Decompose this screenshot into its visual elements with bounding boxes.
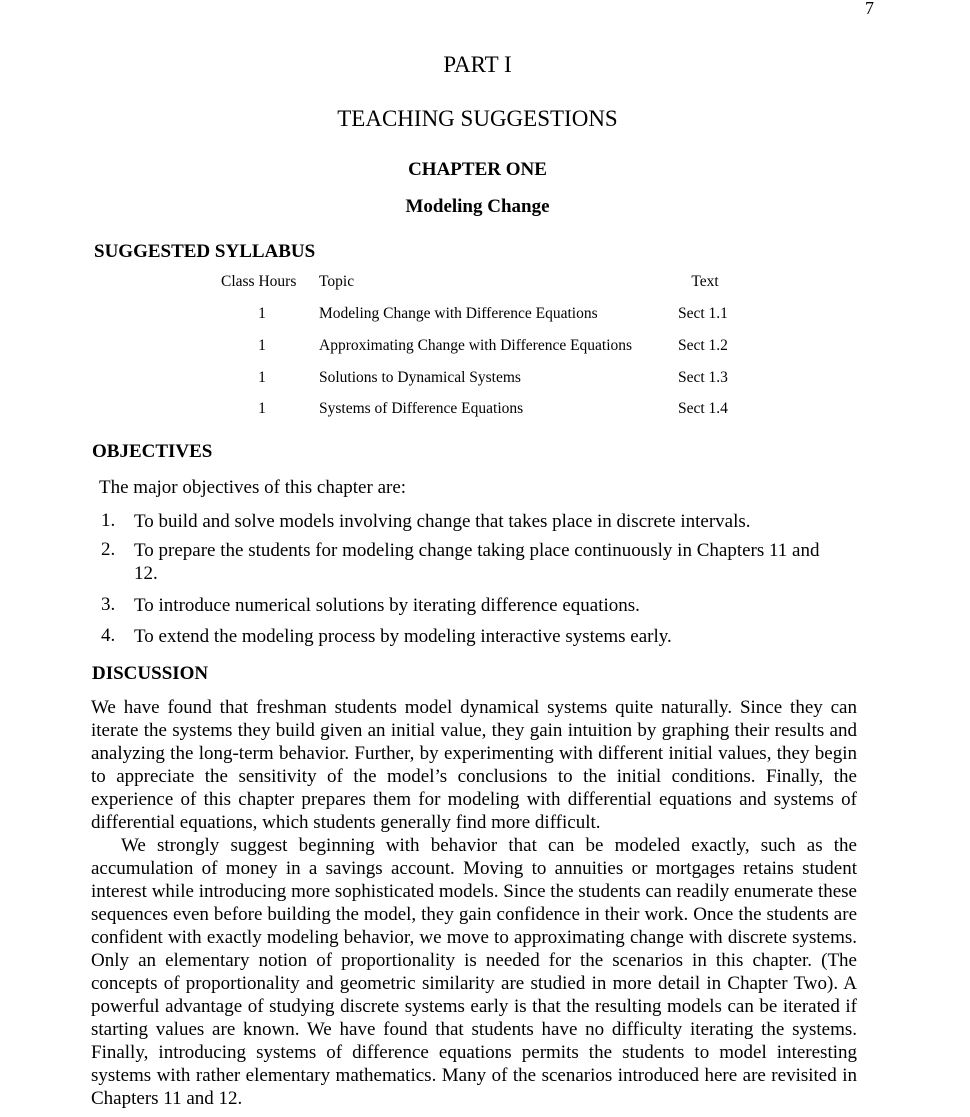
- list-text: To prepare the students for modeling change taking place continuously in Chapters 11 and 12.: [134, 540, 820, 584]
- cell-topic: Solutions to Dynamical Systems: [319, 369, 521, 386]
- column-header-hours: Class Hours: [221, 273, 297, 290]
- chapter-title: CHAPTER ONE: [408, 159, 547, 180]
- section-title: TEACHING SUGGESTIONS: [337, 106, 618, 131]
- cell-text: Sect 1.2: [678, 337, 728, 354]
- cell-hours: 1: [258, 400, 266, 417]
- list-text: To extend the modeling process by modeling interactive systems early.: [134, 626, 672, 647]
- list-number: 3.: [101, 594, 116, 615]
- cell-topic: Approximating Change with Difference Equations: [319, 337, 633, 354]
- chapter-subtitle: Modeling Change: [405, 196, 550, 217]
- list-number: 2.: [101, 539, 116, 560]
- cell-hours: 1: [258, 369, 266, 386]
- syllabus-heading: SUGGESTED SYLLABUS: [94, 241, 316, 262]
- cell-hours: 1: [258, 305, 266, 322]
- cell-hours: 1: [258, 337, 266, 354]
- page-number: 7: [865, 0, 874, 18]
- column-header-topic: Topic: [319, 273, 355, 290]
- list-text: To introduce numerical solutions by iterating difference equations.: [134, 595, 640, 616]
- discussion-paragraph: We strongly suggest beginning with behavior that can be modeled exactly, such as the accumulation of money in a savings account. Moving to annuities or mortgages retains student interest while introducing more sophisticated models. Since the students can readily enumerate these sequences even before building the model, they gain confidence in their work. Once the students are confident with exactly modeling behavior, we move to approximating change with discrete systems. Only an elementary notion of proportionality is needed for the scenarios in this chapter. (The concepts of proportionality and geometric similarity are studied in more detail in Chapter Two). A powerful advantage of studying discrete systems early is that the resulting models can be iterated if starting values are known. We have found that students have no difficulty iterating the systems. Finally, introducing systems of difference equations permits the students to model interesting systems with rather elementary mathematics. Many of the scenarios introduced here are revisited in Chapters 11 and 12.: [91, 835, 857, 1109]
- cell-text: Sect 1.3: [678, 369, 728, 386]
- list-text: To build and solve models involving change that takes place in discrete intervals.: [134, 511, 751, 532]
- discussion-heading: DISCUSSION: [92, 663, 209, 684]
- column-header-text: Text: [691, 273, 719, 290]
- cell-text: Sect 1.1: [678, 305, 728, 322]
- list-number: 4.: [101, 625, 116, 646]
- list-number: 1.: [101, 510, 116, 531]
- objectives-intro: The major objectives of this chapter are:: [99, 477, 407, 498]
- cell-topic: Modeling Change with Difference Equations: [319, 305, 598, 322]
- discussion-paragraph: We have found that freshman students model dynamical systems quite naturally. Since they can iterate the systems they build given an initial value, they gain intuition by graphing their results and analyzing the long-term behavior. Further, by experimenting with different initial values, they begin to appreciate the sensitivity of the model’s conclusions to the initial conditions. Finally, the experience of this chapter prepares them for modeling with differential equations and systems of differential equations, which students generally find more difficult.: [91, 697, 857, 833]
- cell-text: Sect 1.4: [678, 400, 728, 417]
- cell-topic: Systems of Difference Equations: [319, 400, 524, 417]
- part-title: PART I: [443, 52, 512, 77]
- objectives-heading: OBJECTIVES: [92, 441, 213, 462]
